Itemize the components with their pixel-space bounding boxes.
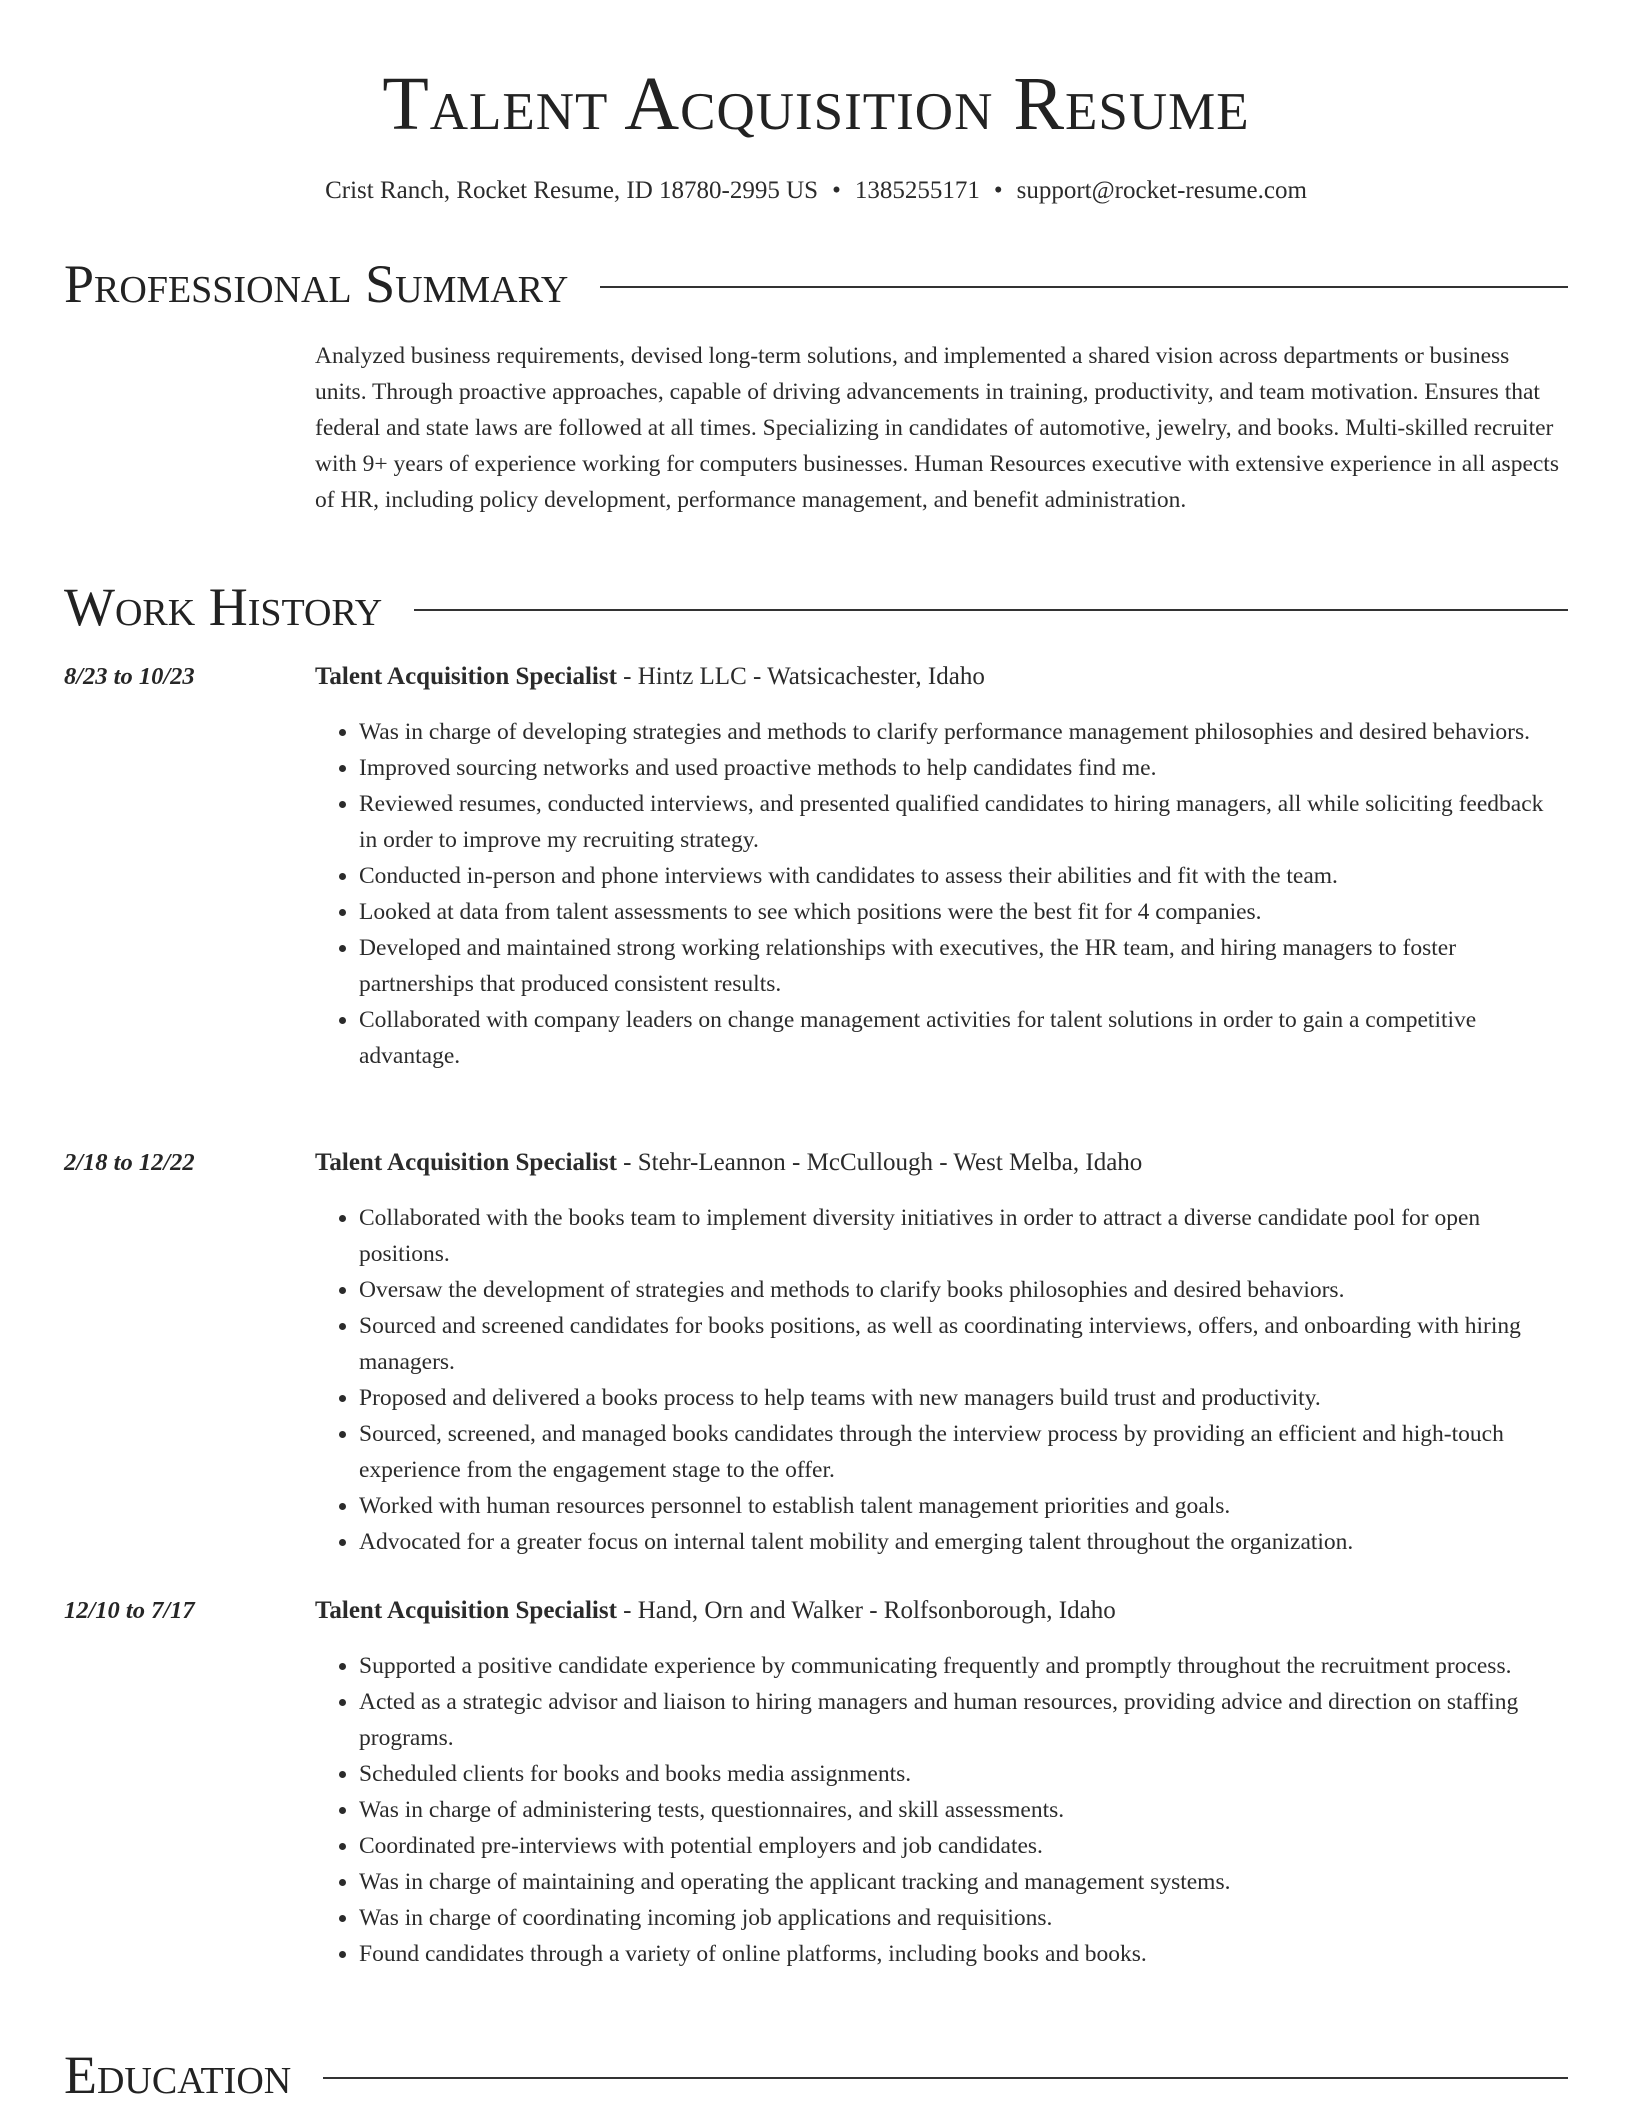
work-history-header [64, 576, 1568, 638]
page-title: Talent Acquisition Resume [382, 62, 1250, 146]
job-bullet: • Sourced, screened, and managed books candidates through the interview process by providing an efficient and high-touch experience from the engagement stage to the offer. [359, 1416, 1560, 1488]
contact-email: support@rocket-resume.com [1016, 177, 1307, 204]
job-bullet: • Scheduled clients for books and books media assignments. [359, 1756, 1560, 1792]
job-bullet: • Conducted in-person and phone interviews with candidates to assess their abilities and fit with the team. [359, 858, 1560, 894]
job-bullet: • Worked with human resources personnel to establish talent management priorities and goals. [359, 1488, 1560, 1524]
job-dates: 12/10 to 7/17 [64, 1597, 195, 1624]
job-bullet: • Coordinated pre-interviews with potential employers and job candidates. [359, 1828, 1560, 1864]
job-bullet: • Supported a positive candidate experience by communicating frequently and promptly throughout the recruitment process. [359, 1648, 1560, 1684]
professional-summary-heading: Professional Summary [64, 254, 569, 314]
job-bullet: • Improved sourcing networks and used proactive methods to help candidates find me. [359, 750, 1560, 786]
contact-line [0, 174, 1632, 208]
section-divider [600, 286, 1568, 288]
job-bullet: • Reviewed resumes, conducted interviews, and presented qualified candidates to hiring managers, all while soliciting feedback in order to improve my recruiting strategy. [359, 786, 1560, 858]
job-title: Talent Acquisition Specialist [315, 663, 617, 690]
job-employer: - Stehr-Leannon - McCullough - West Melba, Idaho [616, 1149, 1143, 1176]
contact-address: Crist Ranch, Rocket Resume, ID 18780-2995 US [325, 177, 819, 204]
education-heading: Education [64, 2045, 292, 2105]
professional-summary-header [64, 253, 1568, 315]
contact-separator: • [832, 177, 841, 204]
education-header [64, 2044, 1568, 2106]
job-bullet: • Was in charge of maintaining and operating the applicant tracking and management systems. [359, 1864, 1560, 1900]
job-bullet-list [315, 1200, 1560, 1560]
job-bullet: • Oversaw the development of strategies and methods to clarify books philosophies and desired behaviors. [359, 1272, 1560, 1308]
job-bullet: • Collaborated with company leaders on change management activities for talent solutions in order to gain a competitive advantage. [359, 1002, 1560, 1074]
professional-summary-text: Analyzed business requirements, devised long-term solutions, and implemented a shared vision across departments or business units. Through proactive approaches, capable of driving advancements in training, productivity, and team motivation. Ensures that federal and state laws are followed at all times. Specializing in candidates of automotive, jewelry, and books. Multi-skilled recruiter with 9+ years of experience working for computers businesses. Human Resources executive with extensive experience in all aspects of HR, including policy development, performance management, and benefit administration. [315, 343, 1559, 513]
job-headline [315, 660, 985, 694]
job-employer: - Hand, Orn and Walker - Rolfsonborough, Idaho [616, 1597, 1116, 1624]
job-bullet: • Sourced and screened candidates for books positions, as well as coordinating interviews, offers, and onboarding with hiring managers. [359, 1308, 1560, 1380]
contact-phone: 1385255171 [854, 177, 980, 204]
job-dates: 2/18 to 12/22 [64, 1149, 195, 1176]
job-bullet: • Was in charge of coordinating incoming job applications and requisitions. [359, 1900, 1560, 1936]
section-divider [323, 2077, 1568, 2079]
job-title: Talent Acquisition Specialist [315, 1149, 617, 1176]
job-bullet-list [315, 714, 1560, 1074]
contact-separator: • [993, 177, 1003, 204]
section-divider [414, 609, 1568, 611]
job-bullet: • Was in charge of developing strategies and methods to clarify performance management philosophies and desired behaviors. [359, 714, 1560, 750]
work-history-heading: Work History [64, 577, 383, 637]
job-bullet: • Developed and maintained strong working relationships with executives, the HR team, and hiring managers to foster partnerships that produced consistent results. [359, 930, 1560, 1002]
job-title: Talent Acquisition Specialist [315, 1597, 617, 1624]
job-bullet-list [315, 1648, 1560, 1972]
job-headline [315, 1594, 1116, 1628]
job-bullet: • Was in charge of administering tests, questionnaires, and skill assessments. [359, 1792, 1560, 1828]
job-headline [315, 1146, 1142, 1180]
job-dates: 8/23 to 10/23 [64, 663, 195, 690]
job-bullet: • Advocated for a greater focus on internal talent mobility and emerging talent throughout the organization. [359, 1524, 1560, 1560]
job-bullet: • Proposed and delivered a books process to help teams with new managers build trust and productivity. [359, 1380, 1560, 1416]
job-bullet: • Found candidates through a variety of online platforms, including books and books. [359, 1936, 1560, 1972]
job-employer: - Hintz LLC - Watsicachester, Idaho [616, 663, 985, 690]
job-bullet: • Collaborated with the books team to implement diversity initiatives in order to attract a diverse candidate pool for open positions. [359, 1200, 1560, 1272]
job-bullet: • Acted as a strategic advisor and liaison to hiring managers and human resources, providing advice and direction on staffing programs. [359, 1684, 1560, 1756]
job-bullet: • Looked at data from talent assessments to see which positions were the best fit for 4 companies. [359, 894, 1560, 930]
